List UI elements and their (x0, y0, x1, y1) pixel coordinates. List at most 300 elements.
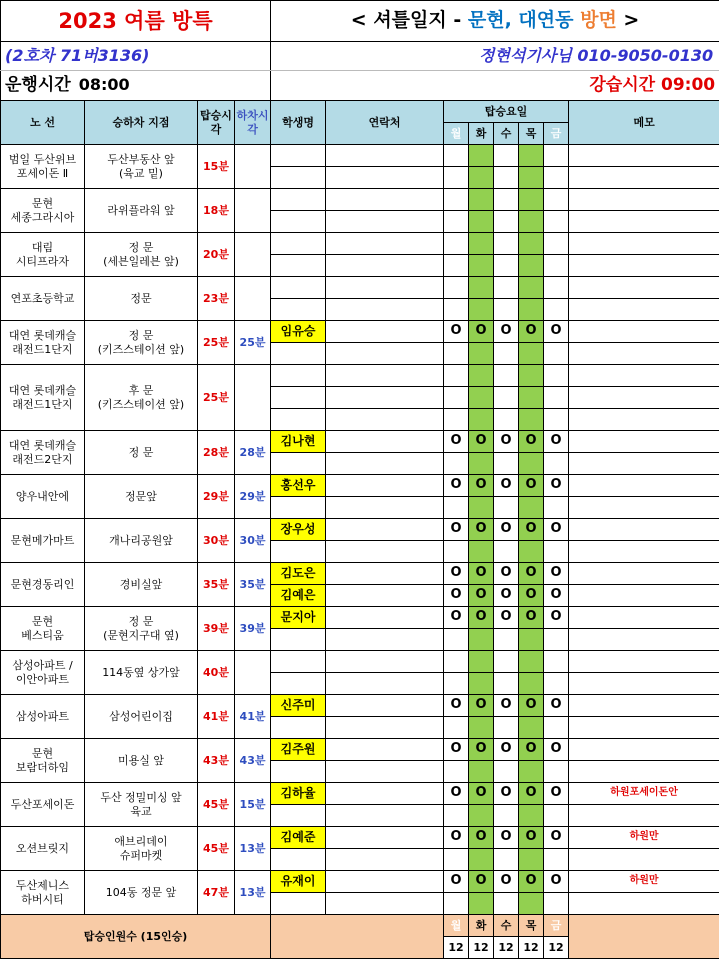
route-cell: 삼성아파트 (1, 695, 85, 739)
day-mark-cell (469, 849, 494, 871)
memo-cell (569, 607, 719, 629)
contact-cell (326, 497, 444, 519)
day-mark-cell (519, 409, 544, 431)
day-mark-cell (519, 497, 544, 519)
board-time-cell: 29분 (198, 475, 235, 519)
day-mark-cell: O (494, 475, 519, 497)
day-mark-cell (494, 189, 519, 211)
student-name-cell (271, 805, 326, 827)
col-contact: 연락처 (326, 101, 444, 145)
stop-cell: 정 문 (85, 431, 198, 475)
day-mark-cell: O (444, 607, 469, 629)
memo-cell: 하원만 (569, 871, 719, 893)
memo-cell (569, 321, 719, 343)
day-mark-cell (469, 541, 494, 563)
contact-cell (326, 827, 444, 849)
memo-cell (569, 519, 719, 541)
day-mark-cell: O (519, 827, 544, 849)
day-mark-cell (444, 541, 469, 563)
table-row (1, 783, 719, 805)
student-name-cell (271, 167, 326, 189)
day-mark-cell (494, 717, 519, 739)
student-name-cell (271, 849, 326, 871)
day-mark-cell (544, 343, 569, 365)
stop-cell: 정 문 (키즈스테이션 앞) (85, 321, 198, 365)
board-time-cell: 25분 (198, 321, 235, 365)
contact-cell (326, 893, 444, 915)
route-cell: 대림 시티프라자 (1, 233, 85, 277)
day-mark-cell: O (519, 563, 544, 585)
table-row (1, 871, 719, 893)
day-mark-cell (519, 255, 544, 277)
day-mark-cell (544, 387, 569, 409)
day-mark-cell (444, 717, 469, 739)
day-mark-cell: O (469, 321, 494, 343)
contact-cell (326, 343, 444, 365)
day-mark-cell: O (519, 739, 544, 761)
day-mark-cell (444, 277, 469, 299)
day-mark-cell (544, 211, 569, 233)
student-name-cell: 김나현 (271, 431, 326, 453)
day-mark-cell (494, 211, 519, 233)
day-mark-cell: O (494, 431, 519, 453)
board-time-cell: 23분 (198, 277, 235, 321)
memo-cell (569, 739, 719, 761)
footer-day: 월 (444, 915, 469, 937)
day-mark-cell: O (469, 783, 494, 805)
memo-cell (569, 255, 719, 277)
day-mark-cell (544, 629, 569, 651)
day-mark-cell (444, 189, 469, 211)
contact-cell (326, 805, 444, 827)
day-mark-cell (544, 255, 569, 277)
day-mark-cell (519, 277, 544, 299)
bus-info: (2호차 71버3136) (1, 42, 271, 71)
memo-cell (569, 233, 719, 255)
day-wed: 수 (494, 123, 519, 145)
col-stop: 승하차 지점 (85, 101, 198, 145)
day-mark-cell: O (519, 695, 544, 717)
contact-cell (326, 453, 444, 475)
col-board-time: 탑승시각 (198, 101, 235, 145)
alight-time-cell: 41분 (235, 695, 271, 739)
memo-cell (569, 475, 719, 497)
contact-cell (326, 145, 444, 167)
alight-time-cell (235, 189, 271, 233)
day-mark-cell (494, 893, 519, 915)
day-mark-cell (444, 849, 469, 871)
day-mark-cell (519, 211, 544, 233)
footer-count: 12 (469, 937, 494, 959)
table-row (1, 519, 719, 541)
day-mark-cell (544, 453, 569, 475)
day-mark-cell (494, 673, 519, 695)
day-mark-cell (544, 365, 569, 387)
route-cell: 오션브릿지 (1, 827, 85, 871)
contact-cell (326, 233, 444, 255)
student-name-cell (271, 365, 326, 387)
memo-cell: 하원포세이돈안 (569, 783, 719, 805)
day-mark-cell (519, 893, 544, 915)
day-mark-cell: O (519, 321, 544, 343)
day-mark-cell (444, 343, 469, 365)
day-mark-cell: O (494, 607, 519, 629)
contact-cell (326, 167, 444, 189)
day-tue: 화 (469, 123, 494, 145)
day-mark-cell: O (544, 783, 569, 805)
day-mark-cell (519, 189, 544, 211)
memo-cell (569, 893, 719, 915)
alight-time-cell: 13분 (235, 871, 271, 915)
memo-cell (569, 563, 719, 585)
table-row (1, 365, 719, 387)
day-mark-cell (519, 299, 544, 321)
col-route: 노 선 (1, 101, 85, 145)
class-time: 강습시간 09:00 (271, 71, 719, 101)
day-mark-cell: O (469, 871, 494, 893)
board-time-cell: 45분 (198, 783, 235, 827)
day-mark-cell (494, 409, 519, 431)
contact-cell (326, 607, 444, 629)
student-name-cell: 김주원 (271, 739, 326, 761)
driver-info: 정현석기사님 010-9050-0130 (271, 42, 719, 71)
memo-cell (569, 409, 719, 431)
day-mark-cell (494, 651, 519, 673)
board-time-cell: 20분 (198, 233, 235, 277)
day-mark-cell: O (469, 519, 494, 541)
day-mark-cell (544, 541, 569, 563)
day-mark-cell (469, 453, 494, 475)
route-cell: 두산포세이돈 (1, 783, 85, 827)
memo-cell (569, 695, 719, 717)
day-mark-cell (494, 145, 519, 167)
student-name-cell: 임유승 (271, 321, 326, 343)
day-mark-cell: O (544, 431, 569, 453)
day-mark-cell (494, 629, 519, 651)
day-mark-cell (444, 893, 469, 915)
stop-cell: 개나리공원앞 (85, 519, 198, 563)
day-mark-cell (469, 805, 494, 827)
memo-cell (569, 651, 719, 673)
day-mark-cell (519, 453, 544, 475)
day-mark-cell (519, 805, 544, 827)
table-row (1, 739, 719, 761)
student-name-cell: 김하율 (271, 783, 326, 805)
day-mark-cell: O (544, 585, 569, 607)
day-mark-cell (444, 387, 469, 409)
memo-cell (569, 585, 719, 607)
route-cell: 삼성아파트 / 이안아파트 (1, 651, 85, 695)
day-mark-cell: O (544, 321, 569, 343)
footer-count: 12 (444, 937, 469, 959)
day-mark-cell: O (494, 321, 519, 343)
memo-cell (569, 541, 719, 563)
memo-cell (569, 387, 719, 409)
col-days-label: 탑승요일 (444, 101, 569, 123)
footer-day: 목 (519, 915, 544, 937)
student-name-cell: 김예은 (271, 585, 326, 607)
alight-time-cell (235, 651, 271, 695)
footer-count: 12 (494, 937, 519, 959)
day-mark-cell (469, 365, 494, 387)
contact-cell (326, 409, 444, 431)
day-mark-cell: O (544, 827, 569, 849)
day-mark-cell: O (544, 475, 569, 497)
day-mark-cell (469, 211, 494, 233)
day-mark-cell (544, 893, 569, 915)
day-mark-cell: O (444, 431, 469, 453)
day-mark-cell: O (544, 563, 569, 585)
table-row (1, 475, 719, 497)
day-mark-cell: O (444, 563, 469, 585)
student-name-cell: 유재이 (271, 871, 326, 893)
day-mark-cell (444, 409, 469, 431)
col-alight-time: 하차시각 (235, 101, 271, 145)
stop-cell: 경비실앞 (85, 563, 198, 607)
day-mark-cell (494, 255, 519, 277)
contact-cell (326, 717, 444, 739)
route-cell: 대연 롯데캐슬 래전드2단지 (1, 431, 85, 475)
day-mark-cell (469, 343, 494, 365)
day-mark-cell (519, 761, 544, 783)
student-name-cell (271, 255, 326, 277)
student-name-cell (271, 497, 326, 519)
contact-cell (326, 849, 444, 871)
day-mark-cell (519, 849, 544, 871)
day-mark-cell (469, 145, 494, 167)
memo-cell (569, 497, 719, 519)
day-mark-cell (494, 343, 519, 365)
day-mark-cell: O (444, 321, 469, 343)
stop-cell: 후 문 (키즈스테이션 앞) (85, 365, 198, 431)
day-mark-cell (519, 717, 544, 739)
memo-cell (569, 717, 719, 739)
day-mark-cell (519, 343, 544, 365)
contact-cell (326, 739, 444, 761)
stop-cell: 정문앞 (85, 475, 198, 519)
student-name-cell (271, 277, 326, 299)
day-mark-cell: O (544, 871, 569, 893)
contact-cell (326, 299, 444, 321)
day-mark-cell (544, 233, 569, 255)
student-name-cell (271, 651, 326, 673)
memo-cell: 하원만 (569, 827, 719, 849)
day-mark-cell: O (444, 871, 469, 893)
route-cell: 대연 롯데캐슬 래전드1단지 (1, 365, 85, 431)
alight-time-cell (235, 233, 271, 277)
day-mark-cell (519, 387, 544, 409)
day-mark-cell: O (519, 431, 544, 453)
day-mark-cell (544, 849, 569, 871)
day-mark-cell: O (494, 827, 519, 849)
table-row (1, 695, 719, 717)
student-name-cell (271, 233, 326, 255)
day-mark-cell (544, 497, 569, 519)
contact-cell (326, 563, 444, 585)
student-name-cell (271, 541, 326, 563)
day-mark-cell (494, 849, 519, 871)
day-mark-cell (444, 167, 469, 189)
footer-label: 탑승인원수 (15인승) (1, 915, 271, 959)
day-mark-cell: O (519, 519, 544, 541)
contact-cell (326, 519, 444, 541)
memo-cell (569, 277, 719, 299)
memo-cell (569, 211, 719, 233)
day-mark-cell (469, 277, 494, 299)
day-mark-cell (544, 409, 569, 431)
memo-cell (569, 343, 719, 365)
day-mark-cell (444, 365, 469, 387)
alight-time-cell: 30분 (235, 519, 271, 563)
board-time-cell: 30분 (198, 519, 235, 563)
alight-time-cell: 35분 (235, 563, 271, 607)
contact-cell (326, 255, 444, 277)
day-mark-cell: O (494, 739, 519, 761)
table-row (1, 145, 719, 167)
memo-cell (569, 629, 719, 651)
day-mark-cell (494, 541, 519, 563)
day-mark-cell (444, 145, 469, 167)
day-mark-cell: O (444, 519, 469, 541)
table-row (1, 233, 719, 255)
day-mark-cell (544, 145, 569, 167)
contact-cell (326, 277, 444, 299)
student-name-cell (271, 299, 326, 321)
day-mark-cell: O (469, 739, 494, 761)
day-mark-cell: O (469, 585, 494, 607)
col-memo: 메모 (569, 101, 719, 145)
stop-cell: 정 문 (문현지구대 옆) (85, 607, 198, 651)
day-mark-cell (494, 233, 519, 255)
day-mark-cell: O (494, 585, 519, 607)
alight-time-cell: 43분 (235, 739, 271, 783)
footer-day: 수 (494, 915, 519, 937)
day-mark-cell: O (544, 519, 569, 541)
memo-cell (569, 761, 719, 783)
stop-cell: 정 문 (세븐일레븐 앞) (85, 233, 198, 277)
stop-cell: 정문 (85, 277, 198, 321)
day-mark-cell (494, 365, 519, 387)
alight-time-cell: 13분 (235, 827, 271, 871)
day-mark-cell (519, 651, 544, 673)
student-name-cell: 신주미 (271, 695, 326, 717)
day-mon: 월 (444, 123, 469, 145)
contact-cell (326, 431, 444, 453)
board-time-cell: 25분 (198, 365, 235, 431)
student-name-cell: 홍선우 (271, 475, 326, 497)
day-mark-cell (494, 453, 519, 475)
day-mark-cell: O (444, 827, 469, 849)
student-name-cell (271, 211, 326, 233)
page-title: 2023 여름 방특 (1, 1, 271, 42)
day-mark-cell (444, 497, 469, 519)
day-mark-cell (494, 167, 519, 189)
route-cell: 문현메가마트 (1, 519, 85, 563)
memo-cell (569, 673, 719, 695)
contact-cell (326, 189, 444, 211)
day-mark-cell (544, 651, 569, 673)
memo-cell (569, 849, 719, 871)
day-mark-cell (444, 233, 469, 255)
day-mark-cell (544, 673, 569, 695)
day-mark-cell (444, 761, 469, 783)
route-cell: 문현 세종그라시아 (1, 189, 85, 233)
alight-time-cell: 28분 (235, 431, 271, 475)
day-mark-cell: O (444, 475, 469, 497)
day-mark-cell (519, 629, 544, 651)
board-time-cell: 41분 (198, 695, 235, 739)
student-name-cell (271, 453, 326, 475)
stop-cell: 두산부동산 앞 (육교 밑) (85, 145, 198, 189)
day-mark-cell (519, 365, 544, 387)
day-mark-cell (494, 299, 519, 321)
day-mark-cell (444, 453, 469, 475)
student-name-cell (271, 409, 326, 431)
contact-cell (326, 651, 444, 673)
student-name-cell: 문지아 (271, 607, 326, 629)
day-mark-cell (469, 651, 494, 673)
student-name-cell (271, 629, 326, 651)
day-mark-cell (494, 805, 519, 827)
contact-cell (326, 871, 444, 893)
day-mark-cell (469, 717, 494, 739)
day-mark-cell: O (469, 431, 494, 453)
day-mark-cell (519, 167, 544, 189)
operation-time: 운행시간 08:00 (1, 71, 271, 101)
alight-time-cell: 39분 (235, 607, 271, 651)
day-mark-cell: O (519, 475, 544, 497)
contact-cell (326, 761, 444, 783)
day-mark-cell (519, 233, 544, 255)
contact-cell (326, 541, 444, 563)
day-mark-cell (444, 651, 469, 673)
day-mark-cell: O (444, 783, 469, 805)
day-mark-cell: O (469, 607, 494, 629)
day-mark-cell: O (469, 563, 494, 585)
route-cell: 연포초등학교 (1, 277, 85, 321)
day-mark-cell (494, 387, 519, 409)
table-row (1, 607, 719, 629)
board-time-cell: 43분 (198, 739, 235, 783)
day-mark-cell: O (519, 871, 544, 893)
day-mark-cell (544, 167, 569, 189)
day-mark-cell (444, 211, 469, 233)
stop-cell: 114동옆 상가앞 (85, 651, 198, 695)
day-mark-cell (469, 409, 494, 431)
route-cell: 양우내안에 (1, 475, 85, 519)
footer-count: 12 (519, 937, 544, 959)
day-mark-cell (469, 893, 494, 915)
table-row (1, 563, 719, 585)
day-mark-cell: O (494, 783, 519, 805)
alight-time-cell (235, 365, 271, 431)
contact-cell (326, 783, 444, 805)
day-thu: 목 (519, 123, 544, 145)
stop-cell: 두산 정밀미싱 앞 육교 (85, 783, 198, 827)
footer-memo-blank (569, 915, 719, 959)
memo-cell (569, 805, 719, 827)
student-name-cell (271, 893, 326, 915)
memo-cell (569, 167, 719, 189)
route-cell: 범일 두산위브 포세이돈 Ⅱ (1, 145, 85, 189)
day-mark-cell: O (469, 475, 494, 497)
student-name-cell: 김도은 (271, 563, 326, 585)
student-name-cell (271, 189, 326, 211)
day-mark-cell: O (494, 519, 519, 541)
day-mark-cell (544, 299, 569, 321)
alight-time-cell (235, 145, 271, 189)
route-cell: 대연 롯데캐슬 래전드1단지 (1, 321, 85, 365)
